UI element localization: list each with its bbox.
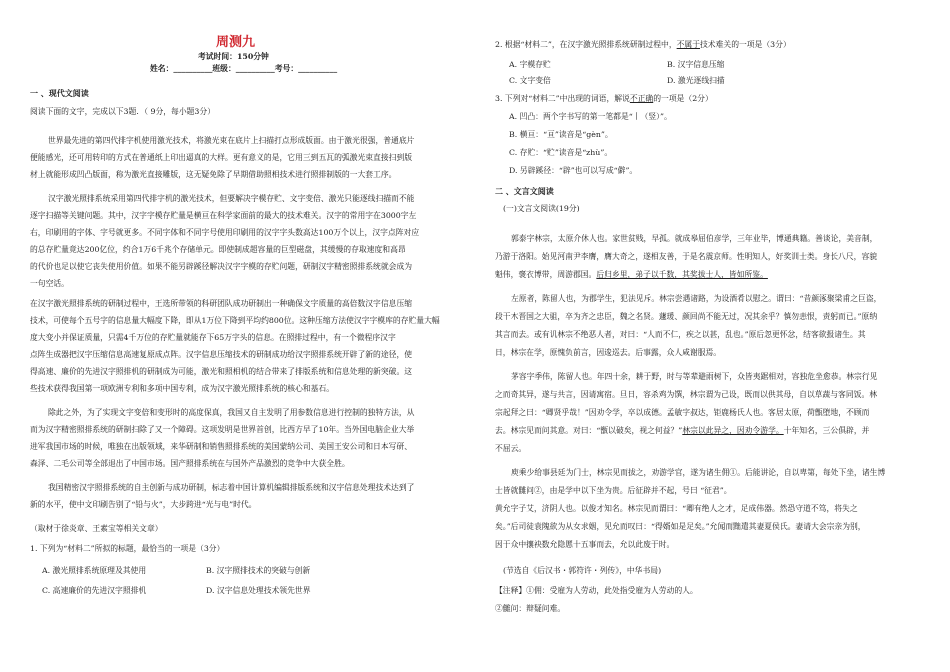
- paragraph-line: 去。林宗见而问其意。对曰：“甑以破矣，视之何益？”林宗以此异之，因劝令游学。十年知名，三公俱辟，并: [495, 426, 870, 435]
- paragraph-line: 段干木晋国之大驵，卒为齐之忠臣，魏之名贤。蘧瑗、颜回尚不能无过，况其余乎？慎勿恚恨，责躬而已。”原纳: [495, 312, 878, 321]
- paragraph-line: 些技术获得我国第一项欧洲专利和多项中国专利，成为汉字激光照排系统的核心和基石。: [30, 384, 335, 393]
- paragraph-line: 魁伟，褒衣博带，周游郡国。后归乡里，弟子以千数，其奖拔士人，皆如所鉴。: [495, 270, 768, 279]
- paragraph-line: 便能感光，还可用转印的方式在普通纸上印出逼真的大样。更有意义的是，它用三到五瓦的弧激光束直接扫到版: [30, 153, 413, 162]
- paragraph-line: 其言而去。或有讥林宗不绝恶人者，对曰：“人而不仁，疾之以甚，乱也。”原后忽更怀忿，结客欲报诸生。其: [495, 330, 866, 339]
- paragraph-line: 日，林宗在学，原愧负前言，因逡巡去。后事露，众人咸谢服焉。: [495, 348, 722, 357]
- paragraph-line: 汉字激光照排系统采用第四代排字机的激光技术，但要解决字模存贮、文字变倍、激光只能逐线扫描而不能: [48, 194, 415, 203]
- paragraph-line: 右，印刷用的字体、字号就更多。不同字体和不同字号使用印刷用的汉字字头数高达100万个以上，汉字点阵对应: [30, 228, 420, 237]
- option-c: C. 文字变倍: [509, 76, 551, 85]
- paragraph-line: 得高速、廉价的先进汉字照排机的研制成为可能，激光和照相机的结合带来了排版系统和信息处理的新突破。这: [30, 367, 413, 376]
- underlined-sentence: 林宗以此异之，因劝令游学。: [682, 426, 784, 435]
- exam-title: 周测九: [216, 35, 256, 50]
- section-heading-modern-reading: 一 、现代文阅读: [30, 88, 89, 98]
- footnote: ②雠问：辩疑问难。: [495, 604, 566, 613]
- paragraph-line: 世界最先进的第四代排字机使用激光技术，将激光束在底片上扫描打点形成版面。由于激光很强，普通底片: [48, 136, 415, 145]
- question-stem: 2. 根据“材料二”，在汉字激光照排系统研制过程中，不属于技术难关的一项是（3分）: [495, 40, 791, 49]
- paragraph-line: 庾乘少给事县廷为门士，林宗见而拔之，劝游学官，遂为诸生佣①。后能讲论，自以卑第，每处下坐，诸生博: [511, 468, 886, 477]
- paragraph-line: 宗起拜之曰：“卿贤乎哉！”因劝令学，卒以成德。孟敏字叔达，钜鹿杨氏人也。客居太原，荷甑堕地，不顾而: [495, 408, 870, 417]
- option-b: B. 汉字照排技术的突破与创新: [206, 566, 311, 575]
- paragraph-line: 郭泰字林宗，太原介休人也。家世贫贱，早孤。就成皋屈伯彦学，三年业毕，博通典籍。善谈论，美音制，: [511, 234, 878, 243]
- option-a: A. 激光照排系统原理及其使用: [42, 566, 147, 575]
- paragraph-line: 因于众中攘袂数允隐慝十五事而去，允以此废于时。: [495, 540, 675, 549]
- paragraph-line: 森泽、二毛公司等全部退出了中国市场。国产照排系统在与国外产品激烈的竞争中大获全胜。: [30, 459, 350, 468]
- option-b: B. 汉字信息压缩: [667, 60, 725, 69]
- paragraph-line: 度大变小并保证质量，只需4千万位的存贮量就能存下65万字头的信息。在照排过程中，有一个微程序汉字: [30, 333, 396, 342]
- paragraph-line: 矣。”后司徒袁隗欲为从女求姻，见允而叹曰：“得婿如是足矣。”允闻而黜遣其妻夏侯氏。妻请大会宗亲为别，: [495, 522, 866, 531]
- question-stem: 3. 下列对“材料二”中出现的词语，解说不正确的一项是（2分）: [495, 94, 713, 103]
- paragraph-line: 技术，可使每个五号字的信息量大幅度下降，即从1万位下降到平均约800位。这种压缩方法使汉字字模库的存贮量大幅: [30, 316, 440, 325]
- paragraph-line: 在汉字激光照排系统的研制过程中，王选所带领的科研团队成功研制出一种确保文字质量的高倍数汉字信息压缩: [30, 299, 413, 308]
- section-heading-classical-reading: 二 、文言文阅读: [495, 186, 554, 196]
- paragraph-line: 点阵生成器把汉字压缩信息高速复原成点阵。汉字信息压缩技术的研制成功给汉字照排系统开辟了新的途径，使: [30, 350, 413, 359]
- paragraph-line: 之而奇其异，遂与共言，因请寓宿。旦日，容杀鸡为馔，林宗谓为己设，既而以供其母，自以草蔬与客同饭。林: [495, 390, 878, 399]
- option-a: A. 字模存贮: [509, 60, 551, 69]
- paragraph-line: 左原者，陈留人也，为郡学生，犯法见斥。林宗尝遇诸路，为设酒肴以慰之。谓曰：“昔颜涿聚梁甫之巨盗，: [511, 294, 882, 303]
- option-c: C. 高速廉价的先进汉字照排机: [42, 586, 147, 595]
- option-d: D. 激光逐线扫描: [667, 76, 725, 85]
- paragraph-line: 乃游于洛阳。始见河南尹李膺，膺大奇之，遂相友善，于是名震京师。性明知人，好奖训士类。身长八尺，容貌: [495, 252, 878, 261]
- question-stem: 1. 下列为“材料二”所拟的标题，最恰当的一项是（3分）: [30, 544, 225, 553]
- paragraph-line: 材上就能形成凹凸版面，称为激光直接雕版，这无疑免除了早期借助照相技术进行照排制版的一大套工序。: [30, 170, 397, 179]
- footnote: 【注释】①佣：受雇为人劳动，此处指受雇为人劳动的人。: [495, 586, 698, 595]
- underlined-sentence: 后归乡里，弟子以千数，其奖拔士人，皆如所鉴。: [596, 270, 768, 279]
- paragraph-line: 不屈云。: [495, 444, 527, 453]
- source-citation: (节选自《后汉书・郭符许・列传》，中华书局): [503, 566, 662, 575]
- paragraph-line: 黄允字子艾，济阴人也。以俊才知名。林宗见而谓曰：“卿有绝人之才，足成伟器。然恐守道不笃，将失之: [495, 504, 858, 513]
- paragraph-line: 的代价也足以使它丧失使用价值。如果不能另辟蹊径解决汉字字模的存贮问题，研制汉字精密照排系统就会成为: [30, 262, 413, 271]
- option-b: B. 横亘：“亘”读音是“gèn”。: [509, 130, 613, 139]
- source-citation: （取材于徐炎章、王素宝等相关文章）: [30, 524, 163, 533]
- paragraph-line: 而为汉字精密照排系统的研制扫除了又一个障碍。这项发明是世界首创，比西方早了10年。当外国电脑企业大举: [30, 425, 415, 434]
- reading-instruction: 阅读下面的文字，完成以下3题．（ 9分，每小题3分）: [30, 107, 215, 116]
- exam-time: 考试时间：150分钟: [198, 52, 269, 61]
- paragraph-line: 新的水平，使中文印刷告别了“铅与火”，大步跨进“光与电”时代。: [30, 500, 257, 509]
- paragraph-line: 士皆就雠问②，由是学中以下坐为贵。后征辟并不起，号曰 “征君”。: [495, 486, 732, 495]
- paragraph-line: 的总存贮量竟达200亿位，约合1万6千兆个存储单元。即使制成超容量的巨型磁盘，其缓慢的存取速度和高昂: [30, 245, 406, 254]
- paragraph-line: 茅容字季伟，陈留人也。年四十余，耕于野，时与等辈避雨树下，众皆夷踞相对，容独危坐愈恭。林宗行见: [511, 372, 878, 381]
- paragraph-line: 一句空话。: [30, 279, 69, 288]
- option-d: D. 汉字信息处理技术领先世界: [206, 586, 311, 595]
- option-d: D. 另辟蹊径：“辟”也可以写成“僻”。: [509, 166, 638, 175]
- paragraph-line: 我国精密汉字照排系统的自主创新与成功研制，标志着中国计算机编辑排版系统和汉字信息处理技术达到了: [48, 483, 415, 492]
- student-info-line: 姓名：__________班级：__________考号：__________: [150, 64, 338, 73]
- option-a: A. 凹凸：两个字书写的第一笔都是“丨（竖）”。: [509, 112, 672, 121]
- paragraph-line: 进军我国市场的时候，唯独在出版领域，来华研制和销售照排系统的美国蒙纳公司、美国王安公司和日本写研、: [30, 442, 413, 451]
- paragraph-line: 逐字扫描等关键问题。其中，汉字字模存贮量是横亘在科学家面前的最大的技术难关。汉字的常用字在3000字左: [30, 211, 417, 220]
- option-c: C. 存贮：“贮”读音是“zhù”。: [509, 148, 613, 157]
- subsection-heading: (一)文言文阅读(19分): [503, 204, 580, 213]
- paragraph-line: 除此之外，为了实现文字变倍和变形时的高度保真，我国又自主发明了用参数信息进行控制的独特方法，从: [48, 408, 415, 417]
